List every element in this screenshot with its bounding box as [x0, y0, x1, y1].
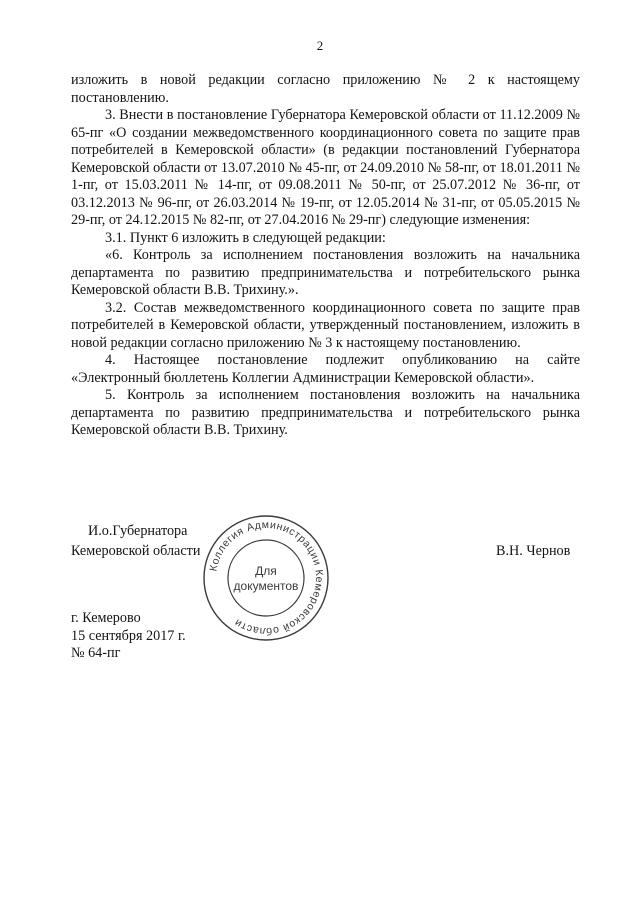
paragraph-item-4: 4. Настоящее постановление подлежит опубликованию на сайте «Электронный бюллетень Коллегии Администрации Кемеровской области». — [71, 352, 580, 386]
paragraph-continuation: изложить в новой редакции согласно приложению № 2 к настоящему постановлению. — [71, 72, 580, 106]
signatory-name: В.Н. Чернов — [496, 543, 571, 559]
paragraph-item-3-2: 3.2. Состав межведомственного координационного совета по защите прав потребителей в Кемеровской области, утвержденный постановлением, изложить в новой редакции согласно приложению № 3 к настоящему постановлению. — [71, 299, 580, 351]
paragraph-item-3-1: 3.1. Пункт 6 изложить в следующей редакции: — [105, 229, 386, 246]
footer-number: № 64-пг — [71, 645, 121, 661]
document-footer — [71, 610, 186, 663]
seal-graphics — [204, 516, 328, 640]
seal-center-line1: Для — [255, 564, 277, 578]
document-body — [71, 72, 580, 440]
seal-ring-text: Коллегия Администрации Кемеровской области — [207, 518, 326, 638]
footer-city: г. Кемерово — [71, 610, 141, 626]
paragraph-item-5: 5. Контроль за исполнением постановления возложить на начальника департамента по развитию предпринимательства и потребительского рынка Кемеровской области В.В. Трихину. — [71, 387, 580, 438]
signatory-title-line2: Кемеровской области — [71, 543, 201, 559]
signatory-title — [71, 521, 200, 561]
page-number: 2 — [316, 38, 324, 53]
paragraph-quoted-item-6: «6. Контроль за исполнением постановления возложить на начальника департамента по развитию предпринимательства и потребительского рынка Кемеровской области В.В. Трихину.». — [71, 247, 580, 298]
footer-date: 15 сентября 2017 г. — [71, 627, 186, 644]
signatory-title-line1: И.о.Губернатора — [88, 523, 188, 539]
paragraph-item-3: 3. Внести в постановление Губернатора Кемеровской области от 11.12.2009 № 65-пг «О создании межведомственного координационного совета по защите прав потребителей в Кемеровской области» (в редакции постановлений Губернатора Кемеровской области от 13.07.2010 № 45-пг, от 24.09.2010 № 58-пг, от 18.01.2011 № 1-пг, от 15.03.2011 № 14-пг, от 09.08.2011 № 50-пг, от 25.07.2012 № 36-пг, от 03.12.2013 № 96-пг, от 26.03.2014 № 19-пг, от 12.05.2014 № 31-пг, от 05.05.2015 № 29-пг, от 24.12.2015 № 82-пг, от 27.04.2016 № 29-пг) следующие изменения: — [71, 107, 580, 228]
seal-stamp — [200, 512, 332, 644]
seal-center-line2: документов — [233, 579, 299, 593]
